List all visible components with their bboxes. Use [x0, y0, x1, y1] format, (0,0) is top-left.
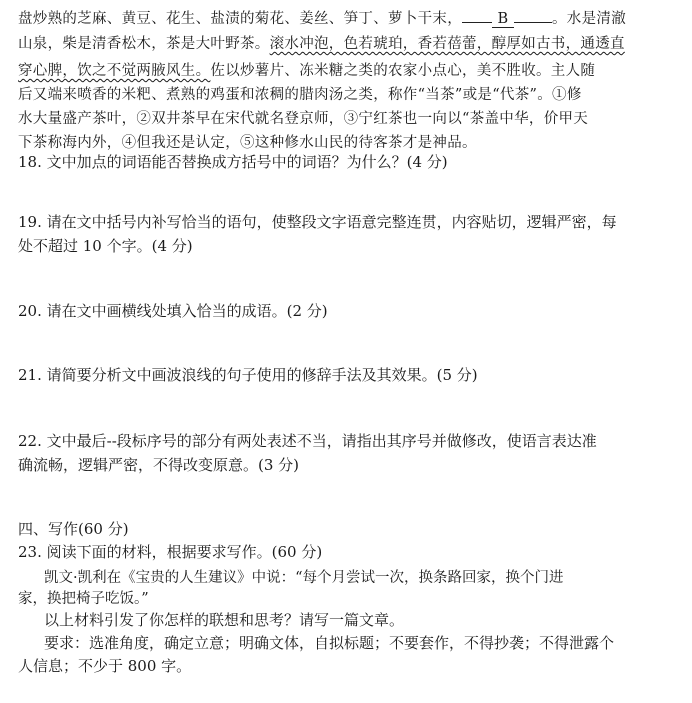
passage-line-3: [18, 64, 595, 79]
wavy-underlined-sentence: 滚水冲泡，色若琥珀，香若蓓蕾，醇厚如古书，通透直: [269, 36, 625, 52]
requirements-line-1: 要求：选准角度，确定立意；明确文体，自拟标题；不要套作，不得抄袭；不得泄露个: [44, 634, 615, 652]
question-22-line-2: 确流畅，逻辑严密，不得改变原意。(3 分): [18, 456, 300, 474]
requirements-line-2: 人信息；不少于 800 字。: [18, 657, 192, 675]
question-20: 20. 请在文中画横线处填入恰当的成语。(2 分): [18, 302, 328, 320]
question-21: 21. 请简要分析文中画波浪线的句子使用的修辞手法及其效果。(5 分): [18, 366, 478, 384]
answer-blank: [514, 10, 552, 23]
passage-line-1: [18, 10, 626, 28]
passage-line-2: [18, 37, 625, 52]
question-19-line-2: 处不超过 10 个字。(4 分): [18, 237, 193, 255]
section-title-writing: 四、写作(60 分): [18, 520, 129, 538]
answer-blank: [462, 10, 492, 23]
passage-text: 山泉，柴是清香松木，茶是大叶野茶。: [18, 36, 270, 52]
passage-line-4: 后又端来喷香的米粑、煮熟的鸡蛋和浓稠的腊肉汤之类，称作“当茶”或是“代茶”。①修: [18, 87, 582, 103]
question-22-line-1: 22. 文中最后--段标序号的部分有两处表述不当，请指出其序号并做修改，使语言表达准: [18, 432, 597, 450]
passage-text: 盘炒熟的芝麻、黄豆、花生、盐渍的菊花、姜丝、笋丁、萝卜干末，: [18, 11, 462, 27]
wavy-underlined-sentence: 穿心脾，饮之不觉两腋风生。: [18, 63, 211, 79]
passage-line-6: 下茶称海内外，④但我还是认定，⑤这种修水山民的待客茶才是神品。: [18, 135, 477, 151]
quote-line-1: 凯文·凯利在《宝贵的人生建议》中说：“每个月尝试一次，换条路回家，换个门进: [44, 570, 564, 586]
passage-line-5: 水大量盛产茶叶，②双井茶早在宋代就名登京师，③宁红茶也一向以“茶盖中华，价甲天: [18, 111, 589, 127]
question-18: 18. 文中加点的词语能否替换成方括号中的词语？为什么？(4 分): [18, 153, 448, 171]
blank-label: B: [492, 12, 514, 28]
passage-text: 佐以炒薯片、冻米糖之类的农家小点心，美不胜收。主人随: [210, 63, 596, 79]
question-19-line-1: 19. 请在文中括号内补写恰当的语句，使整段文字语意完整连贯，内容贴切，逻辑严密，每: [18, 213, 617, 231]
writing-prompt: 以上材料引发了你怎样的联想和思考？请写一篇文章。: [44, 611, 405, 629]
passage-text: 。水是清澈: [552, 11, 626, 27]
question-23: 23. 阅读下面的材料，根据要求写作。(60 分): [18, 543, 323, 561]
quote-line-2: 家，换把椅子吃饭。”: [18, 591, 149, 607]
